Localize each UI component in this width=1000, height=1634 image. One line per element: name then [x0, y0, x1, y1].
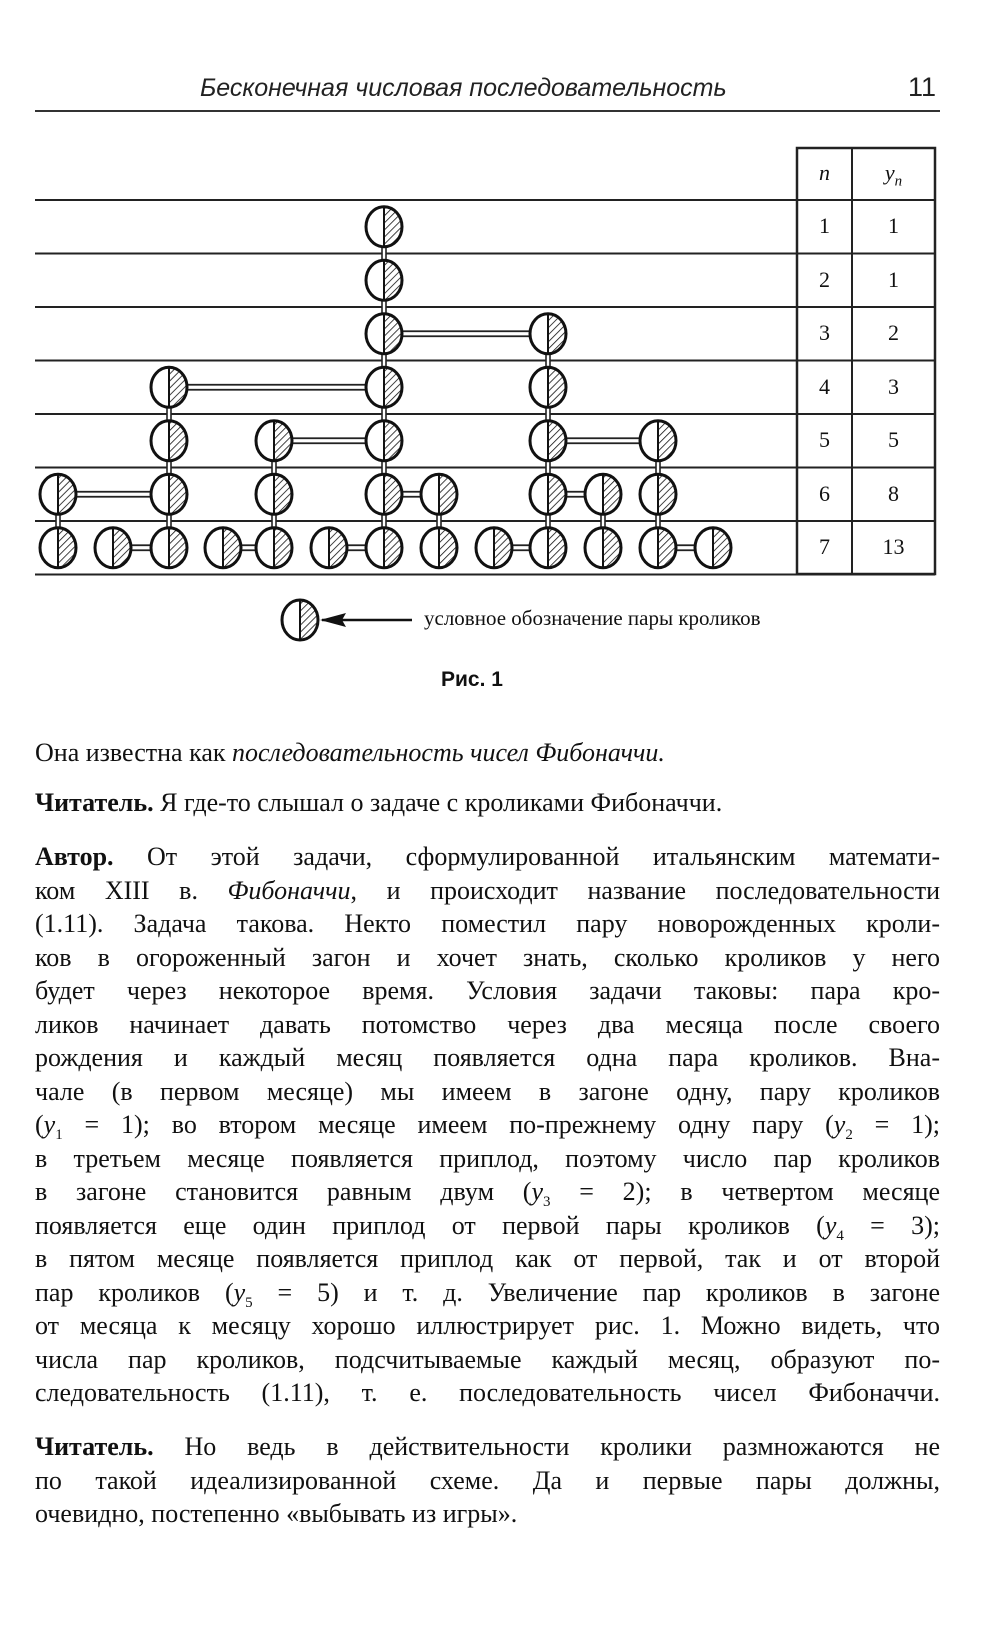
text-line — [35, 1497, 940, 1531]
emphasis-text: Фибоначчи — [227, 875, 351, 905]
text-run: = 2); в четвертом месяце — [550, 1177, 940, 1206]
rabbit-pair-icon — [640, 474, 676, 514]
subscript: 5 — [245, 1294, 253, 1311]
text-line — [35, 941, 940, 975]
text-run: ков в огороженный загон и хочет знать, сколько кроликов у него — [35, 942, 940, 972]
rabbit-pair-icon — [640, 528, 676, 568]
rabbit-pair-icon — [366, 474, 402, 514]
rabbit-pair-icon — [585, 474, 621, 514]
legend-label: условное обозначение пары кроликов — [424, 606, 761, 630]
subscript: 4 — [836, 1227, 844, 1244]
text-line — [35, 1276, 940, 1310]
emphasis-text: y — [43, 1110, 56, 1139]
text-line — [35, 1041, 940, 1075]
pair-link — [384, 331, 548, 336]
text-line — [35, 974, 940, 1008]
text-run: в третьем месяце появляется приплод, поэтому число пар кроликов — [35, 1143, 940, 1173]
rabbit-pair-icon — [530, 421, 566, 461]
rabbit-pair-icon — [366, 367, 402, 407]
rabbit-pair-icon — [205, 528, 241, 568]
rabbit-pair-icon — [476, 528, 512, 568]
table-cell-n: 4 — [819, 373, 830, 399]
text-line — [35, 1430, 940, 1464]
subscript: 3 — [543, 1194, 551, 1211]
text-run: = 1); во втором месяце имеем по-прежнему одну пару ( — [62, 1110, 834, 1139]
rabbit-pair-icon — [421, 528, 457, 568]
paragraph — [35, 786, 940, 820]
text-run: следовательность (1.11), т. е. последовательность чисел Фибоначчи. — [35, 1378, 940, 1407]
rabbit-pair-icon — [311, 528, 347, 568]
rabbit-pair-icon — [151, 474, 187, 514]
text-run: ( — [35, 1110, 44, 1139]
rabbit-pair-icon — [40, 474, 76, 514]
emphasis-text: последовательность чисел Фибоначчи. — [232, 738, 665, 767]
rabbit-pair-icon — [421, 474, 457, 514]
table-cell-n: 5 — [819, 427, 830, 452]
text-run: (1.11). Задача такова. Некто поместил пару новорожденных кроли- — [35, 909, 940, 938]
rabbit-pair-icon — [282, 600, 318, 640]
paragraph — [35, 840, 940, 1410]
text-line — [35, 1175, 940, 1209]
speaker-label: Автор. — [35, 842, 114, 871]
speaker-label: Читатель. — [35, 1432, 154, 1461]
text-line — [35, 1376, 940, 1410]
table-header-n: n — [819, 160, 830, 185]
text-run: Она известна как — [35, 738, 232, 767]
text-run: = 3); — [843, 1210, 941, 1240]
table-cell-yn: 2 — [888, 320, 899, 345]
text-line — [35, 736, 940, 770]
table-cell-n: 1 — [819, 213, 830, 238]
rabbit-pair-icon — [366, 528, 402, 568]
text-run: числа пар кроликов, подсчитываемые каждый месяц, образуют по- — [35, 1344, 940, 1374]
table-header-yn — [852, 160, 935, 190]
text-run: будет через некоторое время. Условия задачи таковы: пара кро- — [35, 976, 940, 1005]
emphasis-text: y — [531, 1177, 543, 1206]
rabbit-pair-icon — [151, 367, 187, 407]
table-cell-n: 6 — [819, 480, 830, 506]
text-line — [35, 840, 940, 874]
text-line — [35, 1242, 940, 1276]
rabbit-pair-icon — [256, 421, 292, 461]
rabbit-pair-icon — [151, 528, 187, 568]
text-run: по такой идеализированной схеме. Да и первые пары должны, — [35, 1465, 940, 1495]
paragraph — [35, 1430, 940, 1531]
rabbit-pair-icon — [585, 528, 621, 568]
text-line — [35, 1008, 940, 1042]
speaker-label: Читатель. — [35, 788, 154, 817]
text-run: пар кроликов ( — [35, 1277, 234, 1307]
emphasis-text: y — [824, 1210, 837, 1240]
text-run: появляется еще один приплод от первой пары кроликов ( — [35, 1210, 825, 1240]
rabbit-pair-icon — [695, 528, 731, 568]
table-cell-n: 2 — [819, 266, 830, 292]
table-cell-n: 7 — [819, 534, 830, 559]
text-run: , и происходит название последовательности — [350, 875, 941, 905]
text-run: в загоне становится равным двум ( — [35, 1177, 532, 1206]
figure-caption: Рис. 1 — [441, 668, 503, 691]
text-line — [35, 786, 940, 820]
text-run: От этой задачи, сформулированной итальянским математи- — [113, 842, 940, 871]
text-run: очевидно, постепенно «выбывать из игры». — [35, 1499, 518, 1528]
text-line — [35, 874, 940, 908]
rabbit-pair-icon — [366, 421, 402, 461]
rabbit-pair-icon — [151, 421, 187, 461]
text-run: = 1); — [852, 1110, 941, 1139]
rabbit-pair-icon — [366, 260, 402, 300]
text-line — [35, 1142, 940, 1176]
text-run: ликов начинает давать потомство через два месяца после своего — [35, 1009, 940, 1039]
text-run: чале (в первом месяце) мы имеем в загоне одну, пару кроликов — [35, 1076, 940, 1106]
rabbit-pair-icon — [530, 528, 566, 568]
text-run: = 5) и т. д. Увеличение пар кроликов в загоне — [252, 1277, 940, 1307]
subscript: 2 — [845, 1127, 853, 1144]
rabbit-pair-icon — [530, 367, 566, 407]
rabbit-pair-icon — [256, 474, 292, 514]
arrow-left-icon — [320, 613, 412, 627]
table-cell-yn: 1 — [888, 266, 899, 292]
generation-link — [167, 387, 171, 548]
pair-link — [169, 385, 384, 390]
table-cell-yn: 5 — [888, 427, 899, 452]
paragraph — [35, 736, 940, 770]
text-run: в пятом месяце появляется приплод как от первой, так и от второй — [35, 1244, 940, 1273]
subscript: 1 — [55, 1127, 63, 1144]
table-cell-n: 3 — [819, 320, 830, 345]
yn-subscript: n — [894, 173, 903, 190]
rabbit-pair-icon — [40, 528, 76, 568]
emphasis-text: y — [833, 1110, 846, 1139]
running-title: Бесконечная числовая последовательность — [200, 74, 727, 102]
text-line — [35, 1309, 940, 1343]
rabbit-pair-icon — [256, 528, 292, 568]
table-cell-yn: 8 — [888, 480, 899, 506]
text-line — [35, 1108, 940, 1142]
text-line — [35, 1209, 940, 1243]
rabbit-pair-icon — [640, 421, 676, 461]
rabbit-pair-icon — [530, 474, 566, 514]
rabbit-pair-icon — [366, 207, 402, 247]
text-line — [35, 907, 940, 941]
table-cell-yn: 13 — [882, 534, 905, 559]
text-run: рождения и каждый месяц появляется одна пара кроликов. Вна- — [35, 1043, 940, 1072]
table-cell-yn: 1 — [888, 213, 899, 238]
text-line — [35, 1075, 940, 1109]
rabbit-pair-icon — [95, 528, 131, 568]
rabbit-pair-icon — [530, 314, 566, 354]
text-run: Но ведь в действительности кролики размножаются не — [153, 1432, 940, 1461]
table-cell-yn: 3 — [888, 373, 899, 399]
emphasis-text: y — [233, 1277, 246, 1307]
text-run: Я где-то слышал о задаче с кроликами Фибоначчи. — [153, 788, 723, 817]
yn-label: y — [884, 160, 895, 185]
text-line — [35, 1343, 940, 1377]
text-run: от месяца к месяцу хорошо иллюстрирует рис. 1. Можно видеть, что — [35, 1311, 940, 1340]
header-rule — [35, 110, 940, 112]
rabbit-pair-icon — [366, 314, 402, 354]
page-number: 11 — [908, 72, 937, 102]
text-line — [35, 1464, 940, 1498]
text-run: ком XIII в. — [35, 875, 228, 905]
